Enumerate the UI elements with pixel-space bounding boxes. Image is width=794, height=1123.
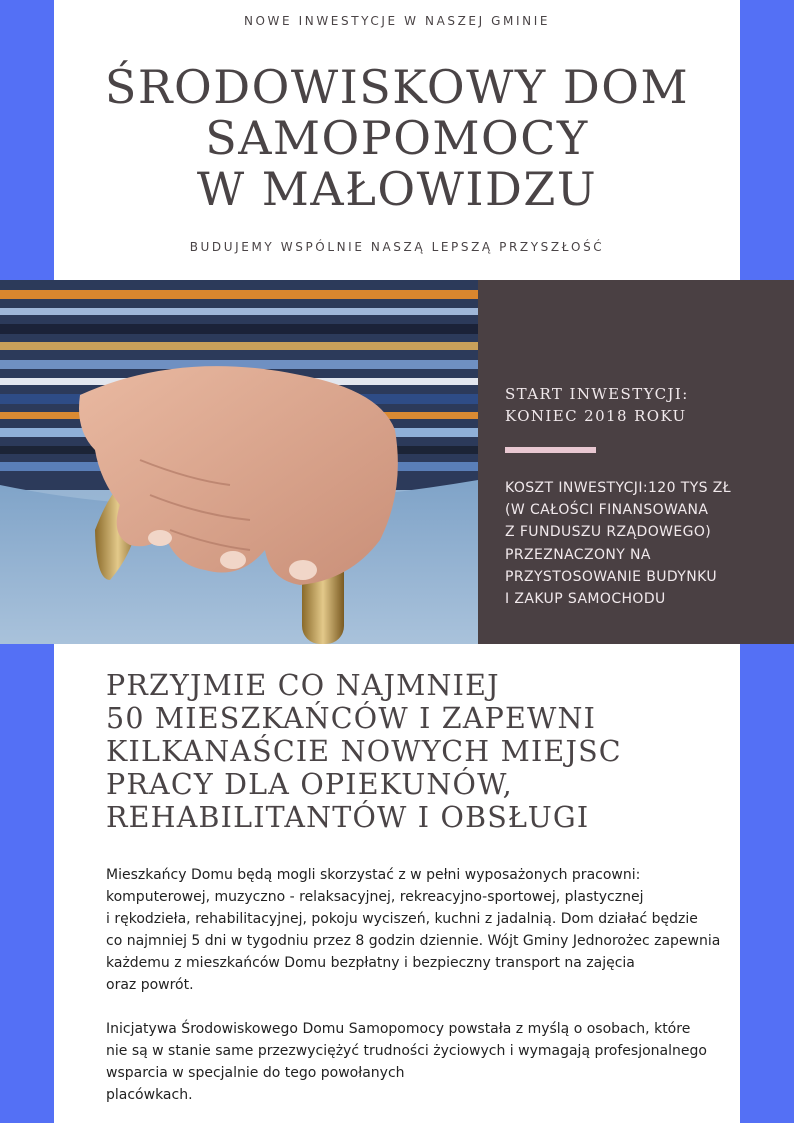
paragraph-line: nie są w stanie same przezwyciężyć trudności życiowych i wymagają profesjonalnego [106, 1043, 707, 1059]
heading-line: REHABILITANTÓW I OBSŁUGI [106, 801, 590, 834]
cost-line: Z FUNDUSZU RZĄDOWEGO) [505, 524, 712, 541]
paragraph-initiative [106, 1018, 707, 1106]
header-section [54, 0, 740, 280]
paragraph-line: co najmniej 5 dni w tygodniu przez 8 godzin dziennie. Wójt Gminy Jednorożec zapewnia [106, 933, 721, 949]
title-line: SAMOPOMOCY [205, 111, 589, 165]
paragraph-line: Mieszkańcy Domu będą mogli skorzystać z w pełni wyposażonych pracowni: [106, 867, 641, 883]
paragraph-line: i rękodzieła, rehabilitacyjnej, pokoju wyciszeń, kuchni z jadalnią. Dom działać będzie [106, 911, 698, 927]
cost-line: (W CAŁOŚCI FINANSOWANA [505, 502, 709, 519]
start-line: KONIEC 2018 ROKU [505, 407, 687, 425]
cost-line: PRZEZNACZONY NA [505, 546, 651, 563]
paragraph-line: każdemu z mieszkańców Domu bezpłatny i bezpieczny transport na zajęcia [106, 955, 635, 971]
investment-cost [505, 477, 731, 610]
title-line: W MAŁOWIDZU [196, 162, 598, 216]
page-title [54, 62, 740, 215]
paragraph-line: oraz powrót. [106, 977, 194, 993]
subtitle-text: BUDUJEMY WSPÓLNIE NASZĄ LEPSZĄ PRZYSZŁOŚĆ [189, 240, 605, 254]
start-line: START INWESTYCJI: [505, 385, 689, 403]
accent-divider [505, 447, 596, 453]
paragraph-facilities [106, 864, 720, 996]
heading-line: PRACY DLA OPIEKUNÓW, [106, 768, 513, 801]
photo-info-band [0, 280, 794, 644]
cost-line: I ZAKUP SAMOCHODU [505, 591, 666, 608]
heading-line: PRZYJMIE CO NAJMNIEJ [106, 669, 500, 702]
investment-start [505, 383, 689, 427]
heading-line: KILKANAŚCIE NOWYCH MIEJSC [106, 735, 622, 768]
cost-line: KOSZT INWESTYCJI:120 TYS ZŁ [505, 480, 732, 496]
hands-on-cane-photo [0, 280, 478, 644]
paragraph-line: placówkach. [106, 1087, 193, 1103]
heading-line: 50 MIESZKAŃCÓW I ZAPEWNI [106, 702, 597, 735]
paragraph-line: wsparcia w specjalnie do tego powołanych [106, 1065, 405, 1081]
title-line: ŚRODOWISKOWY DOM [104, 60, 690, 114]
photo-illustration [0, 280, 478, 644]
kicker-text: NOWE INWESTYCJE W NASZEJ GMINIE [243, 14, 551, 28]
main-heading [106, 669, 622, 834]
paragraph-line: Inicjatywa Środowiskowego Domu Samopomocy powstała z myślą o osobach, które [106, 1021, 691, 1037]
investment-info-panel [478, 280, 794, 644]
cost-line: PRZYSTOSOWANIE BUDYNKU [505, 568, 717, 585]
paragraph-line: komputerowej, muzyczno - relaksacyjnej, rekreacyjno-sportowej, plastycznej [106, 889, 644, 905]
